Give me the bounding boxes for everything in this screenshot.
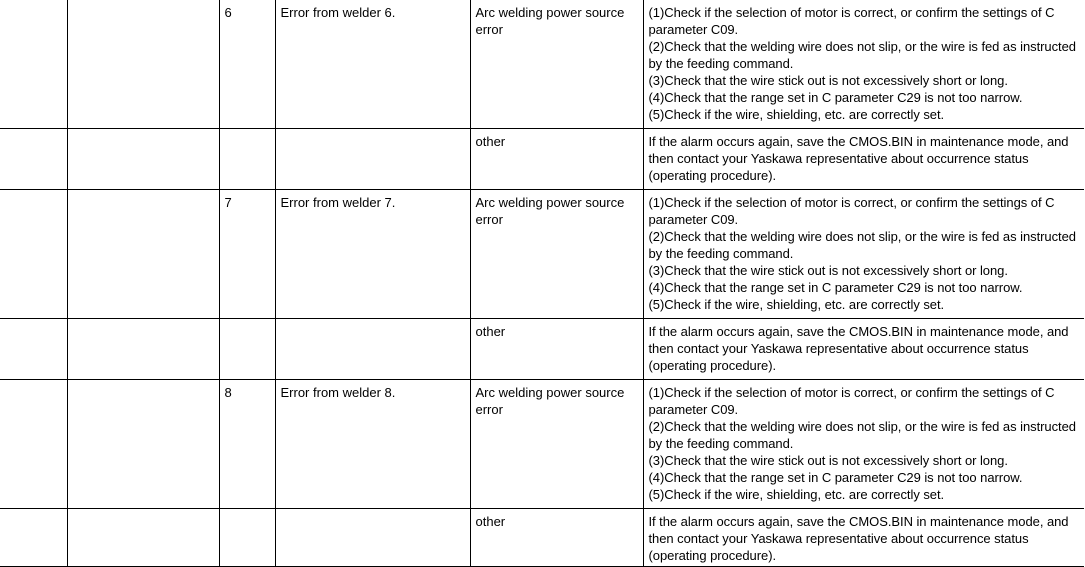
table-row [0,0,1084,129]
table-row [0,380,1084,509]
alarm-name-cell [67,129,219,190]
alarm-number-cell [0,509,67,567]
remedy-cell [643,319,1084,380]
remedy-step: (3)Check that the wire stick out is not excessively short or long. [648,73,1008,88]
remedy-step: If the alarm occurs again, save the CMOS.BIN in maintenance mode, and then contact your Yaskawa representative about occurrence status (operating procedure). [648,514,1069,563]
remedy-step: (2)Check that the welding wire does not slip, or the wire is fed as instructed by the feeding command. [648,229,1076,261]
alarm-name-cell [67,319,219,380]
remedy-step: (4)Check that the range set in C parameter C29 is not too narrow. [648,470,1023,485]
alarm-name-cell [67,0,219,129]
sub-code-cell [219,129,275,190]
remedy-step: (4)Check that the range set in C parameter C29 is not too narrow. [648,280,1023,295]
cause-cell: Arc welding power source error [470,190,643,319]
remedy-step: (5)Check if the wire, shielding, etc. are correctly set. [648,487,945,502]
table-row [0,509,1084,567]
cause-cell: Arc welding power source error [470,0,643,129]
sub-code-cell: 6 [219,0,275,129]
remedy-cell [643,0,1084,129]
sub-code-cell [219,319,275,380]
remedy-step: (3)Check that the wire stick out is not excessively short or long. [648,263,1008,278]
table-row [0,129,1084,190]
remedy-step: If the alarm occurs again, save the CMOS.BIN in maintenance mode, and then contact your Yaskawa representative about occurrence status (operating procedure). [648,324,1069,373]
meaning-cell: Error from welder 7. [275,190,470,319]
alarm-number-cell [0,380,67,509]
remedy-step: (1)Check if the selection of motor is correct, or confirm the settings of C parameter C09. [648,385,1055,417]
remedy-cell [643,509,1084,567]
remedy-step: (5)Check if the wire, shielding, etc. are correctly set. [648,297,945,312]
remedy-step: If the alarm occurs again, save the CMOS.BIN in maintenance mode, and then contact your Yaskawa representative about occurrence status (operating procedure). [648,134,1069,183]
cause-cell: other [470,129,643,190]
remedy-step: (4)Check that the range set in C parameter C29 is not too narrow. [648,90,1023,105]
meaning-cell: Error from welder 6. [275,0,470,129]
remedy-step: (2)Check that the welding wire does not slip, or the wire is fed as instructed by the feeding command. [648,419,1076,451]
meaning-cell [275,509,470,567]
alarm-number-cell [0,129,67,190]
cause-cell: Arc welding power source error [470,380,643,509]
alarm-name-cell [67,509,219,567]
meaning-cell [275,319,470,380]
cause-cell: other [470,509,643,567]
table-row [0,319,1084,380]
remedy-step: (1)Check if the selection of motor is correct, or confirm the settings of C parameter C09. [648,5,1055,37]
sub-code-cell: 8 [219,380,275,509]
alarm-number-cell [0,190,67,319]
remedy-cell [643,380,1084,509]
remedy-cell [643,129,1084,190]
remedy-cell [643,190,1084,319]
sub-code-cell [219,509,275,567]
alarm-name-cell [67,380,219,509]
remedy-step: (5)Check if the wire, shielding, etc. are correctly set. [648,107,945,122]
alarm-name-cell [67,190,219,319]
alarm-number-cell [0,319,67,380]
remedy-step: (3)Check that the wire stick out is not excessively short or long. [648,453,1008,468]
table-row [0,190,1084,319]
alarm-number-cell [0,0,67,129]
meaning-cell: Error from welder 8. [275,380,470,509]
remedy-step: (1)Check if the selection of motor is correct, or confirm the settings of C parameter C09. [648,195,1055,227]
cause-cell: other [470,319,643,380]
remedy-step: (2)Check that the welding wire does not slip, or the wire is fed as instructed by the feeding command. [648,39,1076,71]
meaning-cell [275,129,470,190]
sub-code-cell: 7 [219,190,275,319]
